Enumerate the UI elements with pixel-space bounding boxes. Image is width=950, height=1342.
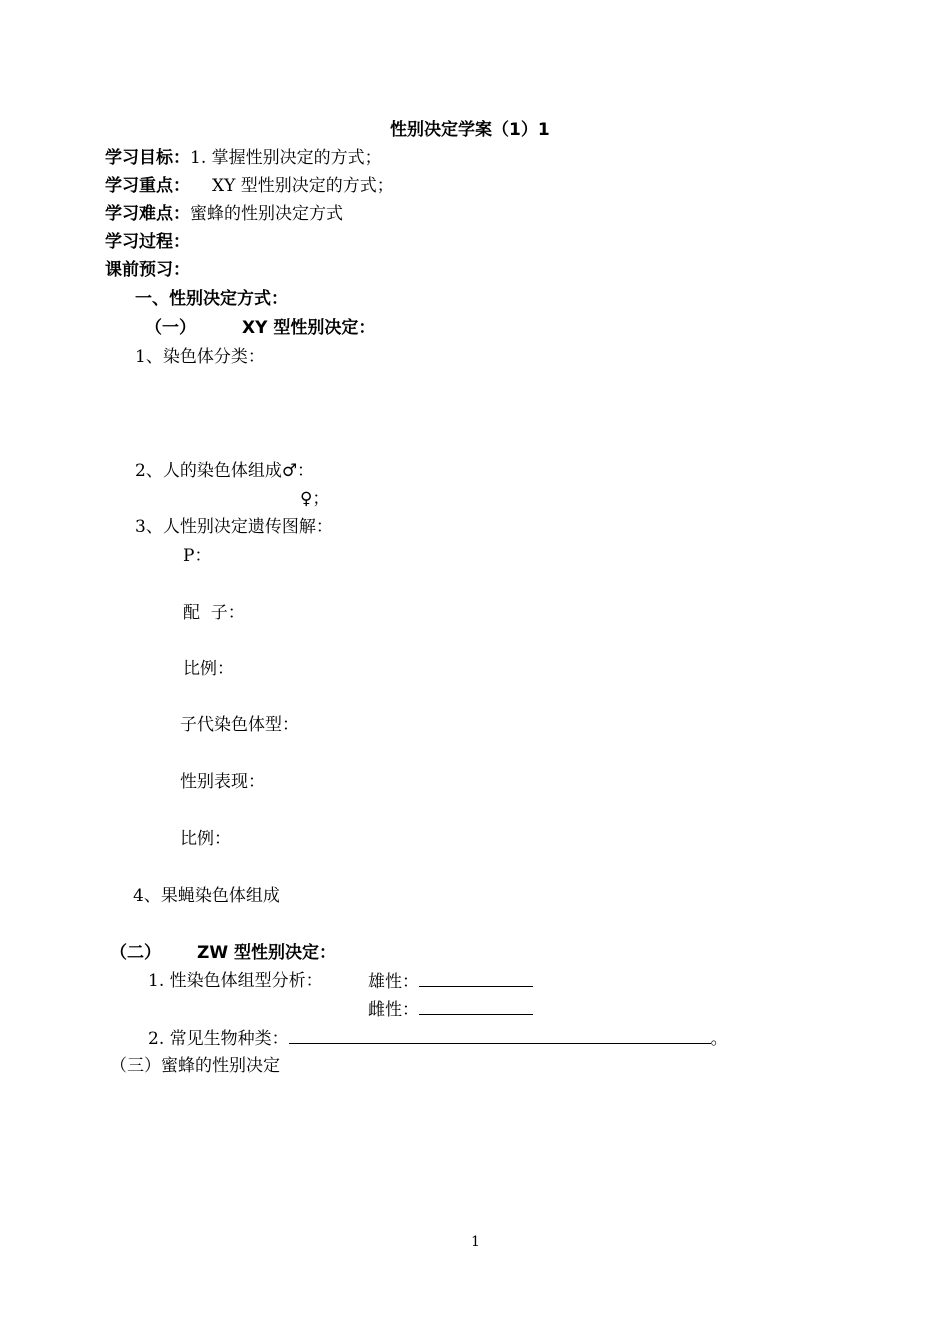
zw-item-2 <box>148 1027 728 1050</box>
learning-focus <box>105 175 394 197</box>
learning-process-label: 学习过程： <box>105 232 190 252</box>
xy-item-2: 2、人的染色体组成♂： <box>135 461 315 481</box>
diagram-offspring: 子代染色体型： <box>180 715 299 735</box>
learning-objective <box>105 147 382 169</box>
xy-item-1: 1、染色体分类： <box>135 347 265 367</box>
zw-species-blank[interactable] <box>289 1027 711 1044</box>
focus-text: XY 型性别决定的方式； <box>212 176 394 196</box>
xy-item-3: 3、人性别决定遗传图解： <box>135 517 333 537</box>
diagram-phenotype: 性别表现： <box>180 772 265 792</box>
page-number: 1 <box>471 1234 480 1250</box>
difficulty-label: 学习难点： <box>105 204 190 224</box>
focus-label: 学习重点： <box>105 176 190 196</box>
learning-difficulty <box>105 203 343 225</box>
zw-male-row <box>368 970 533 993</box>
xy-item-2-female: ♀； <box>300 489 330 509</box>
preview-label: 课前预习： <box>105 260 190 280</box>
diagram-p: P： <box>183 546 212 566</box>
xy-item-4: 4、果蝇染色体组成 <box>133 886 280 906</box>
diagram-ratio-1: 比例： <box>183 659 234 679</box>
objective-label: 学习目标： <box>105 148 190 168</box>
zw-heading <box>110 942 336 964</box>
zw-male-blank[interactable] <box>419 970 533 987</box>
xy-number: （一） <box>145 318 196 338</box>
difficulty-text: 蜜蜂的性别决定方式 <box>190 204 343 224</box>
zw-item-2-label: 2. 常见生物种类： <box>148 1029 289 1049</box>
xy-title: XY 型性别决定： <box>242 318 376 338</box>
zw-female-label: 雌性： <box>368 1000 419 1020</box>
zw-item-1: 1. 性染色体组型分析： <box>148 971 323 991</box>
bee-heading: （三）蜜蜂的性别决定 <box>110 1056 280 1076</box>
page-title: 性别决定学案（1）1 <box>390 120 550 140</box>
zw-number: （二） <box>110 943 161 963</box>
diagram-ratio-2: 比例： <box>180 829 231 849</box>
zw-female-blank[interactable] <box>419 998 533 1015</box>
objective-text: 1. 掌握性别决定的方式； <box>190 148 382 168</box>
zw-end-mark: 。 <box>710 1029 728 1049</box>
section1-heading: 一、性别决定方式： <box>135 289 288 309</box>
zw-female-row <box>368 998 533 1021</box>
zw-male-label: 雄性： <box>368 972 419 992</box>
zw-title: ZW 型性别决定： <box>197 943 336 963</box>
xy-heading <box>145 317 375 339</box>
diagram-gamete: 配 子： <box>183 603 245 623</box>
